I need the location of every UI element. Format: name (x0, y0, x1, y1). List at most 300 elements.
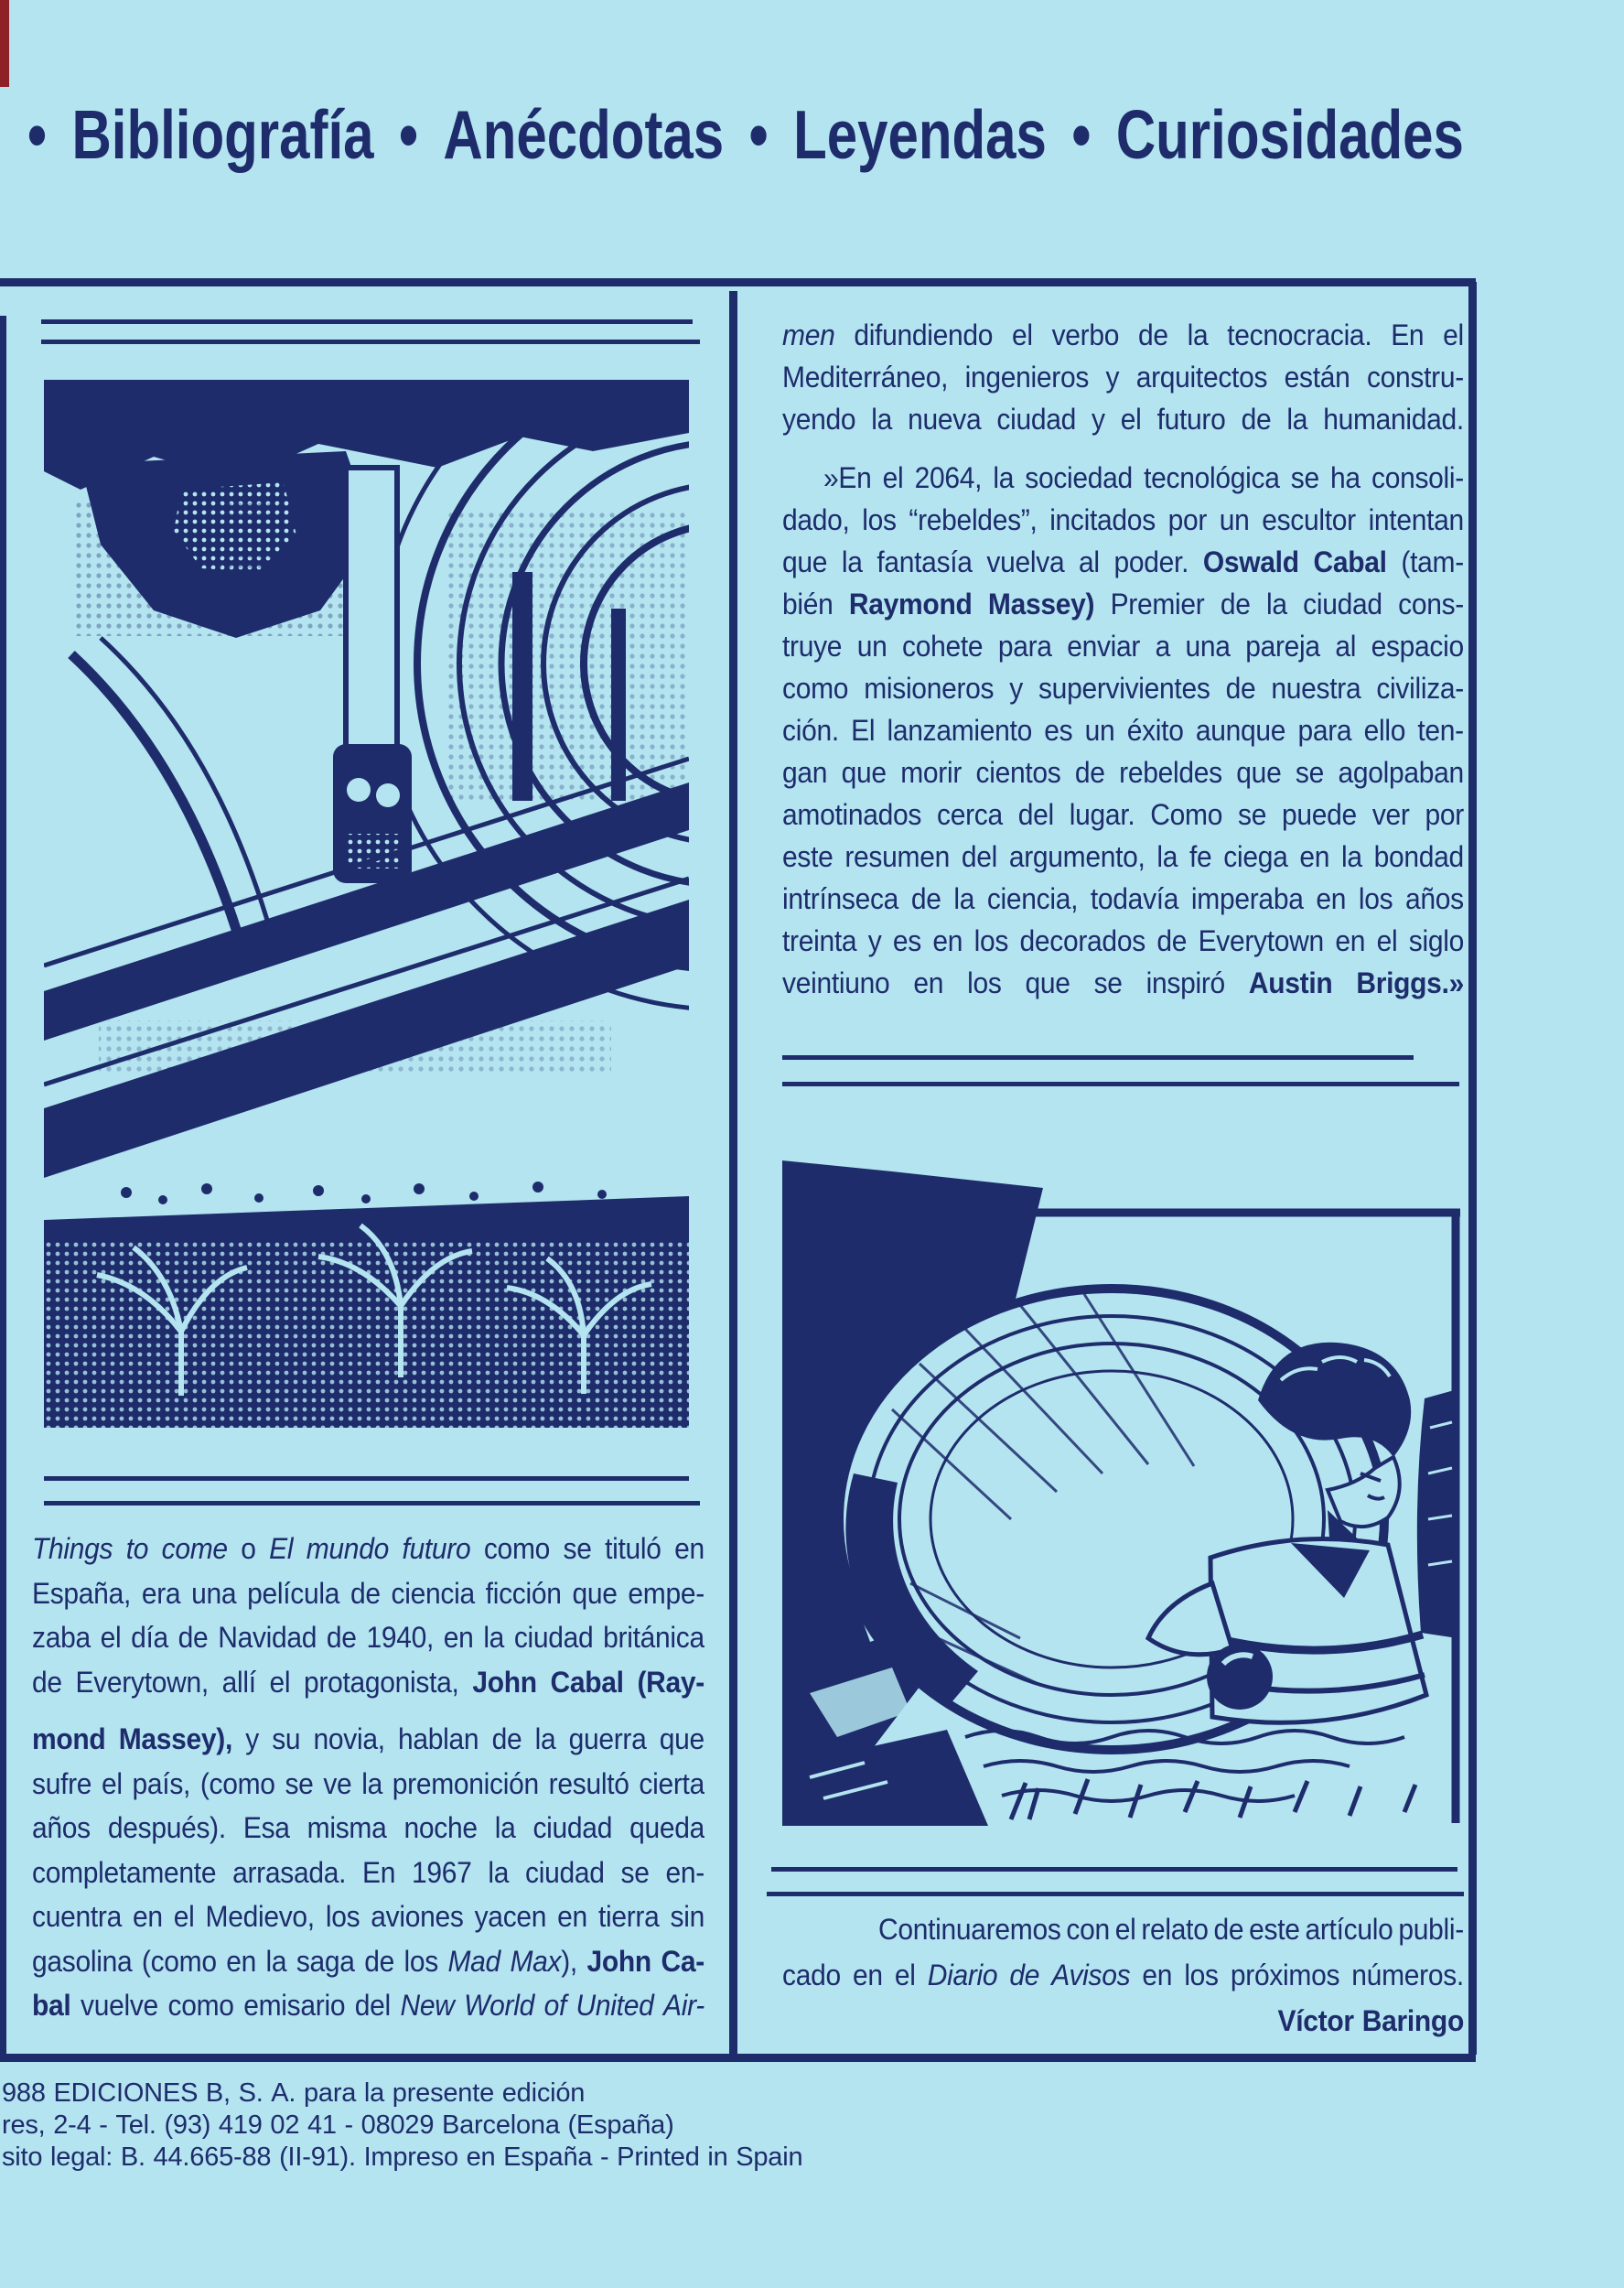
word: números. (1351, 1959, 1464, 1992)
word: que (1236, 757, 1282, 790)
word: en (466, 2142, 496, 2172)
word: la (494, 1812, 516, 1845)
word: una (191, 1577, 237, 1610)
bottom-rule (0, 2054, 1476, 2062)
word: intentan (1368, 504, 1464, 537)
word: Air- (663, 1990, 704, 2023)
text-line (782, 356, 1464, 401)
word: poder. (1113, 546, 1189, 579)
word: B, (205, 2078, 231, 2108)
word: mundo (306, 1533, 389, 1566)
word: Anécdotas (443, 96, 725, 174)
text-line (32, 1659, 704, 1707)
word: artículo (1305, 1914, 1393, 1947)
word: decorados (1019, 925, 1145, 958)
word: el (894, 1959, 916, 1992)
double-rule (44, 1501, 700, 1506)
word: vuelve (81, 1990, 158, 2023)
word: 2-4 (53, 2110, 91, 2140)
word: España, (32, 1577, 131, 1610)
word: británica (603, 1622, 704, 1655)
page-title (27, 96, 1464, 174)
word: fantasía (877, 546, 973, 579)
word: Avisos (1051, 1959, 1131, 1992)
word: futuro (1156, 404, 1226, 437)
word: y (1105, 362, 1120, 394)
word: puede (1281, 799, 1357, 832)
word: en (557, 1901, 587, 1934)
word: la (1156, 841, 1178, 874)
text-line (782, 314, 1464, 359)
comic-panel (782, 1126, 1464, 1826)
word: el (1114, 1914, 1136, 1947)
imprint-footer (2, 2078, 825, 2174)
word: la (871, 404, 893, 437)
word: como (167, 1990, 234, 2023)
word: mond (32, 1723, 106, 1756)
word: es (892, 925, 921, 958)
word: para (1297, 715, 1352, 748)
word: bién (782, 588, 834, 621)
word: España (503, 2142, 593, 2172)
word: Tel. (115, 2110, 156, 2140)
word: un (1084, 715, 1115, 748)
double-rule (782, 1055, 1414, 1060)
word: el (1120, 404, 1142, 437)
word: están (1284, 362, 1350, 394)
word: constru- (1366, 362, 1464, 394)
word: de (177, 1622, 209, 1655)
word: Raymond (848, 588, 973, 621)
word: - (99, 2110, 108, 2140)
word: completamente (32, 1856, 217, 1889)
word: ve (323, 1767, 352, 1800)
word: imperaba (1190, 883, 1304, 916)
text-line (782, 398, 1464, 443)
word: (93) (164, 2110, 211, 2140)
word: de (1074, 757, 1105, 790)
word: para (303, 2078, 357, 2108)
word: se (1290, 462, 1319, 495)
word: emisario (243, 1990, 346, 2023)
word: del (354, 1990, 391, 2023)
word: o (241, 1533, 256, 1566)
word: éxito (1126, 715, 1184, 748)
word: la (953, 883, 975, 916)
word: los (403, 1945, 438, 1978)
word: resumen (844, 841, 950, 874)
word: que (572, 1577, 618, 1610)
word: la (265, 1945, 287, 1978)
word: empe- (628, 1577, 704, 1610)
word: - (600, 2142, 609, 2172)
word: Barcelona (441, 2110, 560, 2140)
text-line (782, 499, 1464, 544)
word: edición (501, 2078, 586, 2108)
word: de (491, 1723, 522, 1756)
word: en (913, 967, 944, 1000)
word: • (748, 96, 769, 174)
word: el (1012, 319, 1033, 352)
word: ello (1363, 715, 1406, 748)
city-photo (44, 380, 689, 1428)
word: cerca (937, 799, 1003, 832)
word: tierra (597, 1901, 660, 1934)
word: cierta (639, 1767, 704, 1800)
double-rule (767, 1892, 1464, 1896)
word: en (674, 1533, 704, 1566)
word: aunque (1195, 715, 1286, 748)
word: EDICIONES (53, 2078, 199, 2108)
word: el (100, 1622, 122, 1655)
word: hablan (398, 1723, 479, 1756)
word: este (782, 841, 834, 874)
text-line (782, 625, 1464, 670)
word: 988 (2, 2078, 46, 2108)
word: ciudad (525, 1856, 605, 1889)
word: Baringo (1361, 2005, 1464, 2038)
word: al (1079, 546, 1100, 579)
word: era (141, 1577, 181, 1610)
word: sito (2, 2142, 43, 2172)
word: United (575, 1990, 654, 2023)
word: novia, (313, 1723, 385, 1756)
right-column-edge-rule (1468, 282, 1477, 2055)
word: al (1335, 631, 1357, 664)
word: la (483, 1622, 505, 1655)
word: en (1316, 883, 1347, 916)
word: to (125, 1533, 149, 1566)
word: nueva (908, 404, 982, 437)
word: arquitectos (1135, 362, 1268, 394)
word: Navidad (218, 1622, 317, 1655)
word: yendo (782, 404, 856, 437)
word: El (269, 1533, 294, 1566)
word: • (1071, 96, 1092, 174)
word: que (841, 757, 887, 790)
word: Curiosidades (1115, 96, 1464, 174)
word: resultó (548, 1767, 629, 1800)
word: nuestra (1271, 673, 1361, 706)
word: Cabal (1313, 546, 1387, 579)
word: Printed (617, 2142, 700, 2172)
word: tituló (605, 1533, 661, 1566)
word: John (586, 1945, 651, 1978)
text-line (782, 793, 1464, 838)
word: pareja (1245, 631, 1320, 664)
word: y (1009, 673, 1023, 706)
word: con (1066, 1914, 1110, 1947)
word: World (464, 1990, 534, 2023)
word: cuentra (32, 1901, 122, 1934)
word: ciudad (1303, 588, 1382, 621)
word: vuelva (986, 546, 1065, 579)
word: treinta (782, 925, 857, 958)
word: veintiuno (782, 967, 890, 1000)
text-line (32, 1894, 704, 1942)
word: el (101, 1767, 123, 1800)
word: en (226, 1945, 257, 1978)
word: de (910, 883, 941, 916)
word: la (534, 1723, 556, 1756)
word: de (1156, 925, 1188, 958)
word: escultor (1262, 504, 1356, 537)
word: incitados (1049, 504, 1156, 537)
word: el (882, 462, 904, 495)
word: los (325, 1901, 360, 1934)
word: New (400, 1990, 455, 2023)
word: (como (141, 1945, 217, 1978)
word: ha (1330, 462, 1361, 495)
text-line (32, 1761, 704, 1808)
word: in (707, 2142, 728, 2172)
word: se (620, 1856, 650, 1889)
word: Diario (927, 1959, 998, 1992)
word: los (862, 504, 897, 537)
word: legal: (50, 2142, 113, 2172)
word: (como (199, 1767, 275, 1800)
text-line (32, 1570, 704, 1618)
text-line (782, 667, 1464, 712)
word: Impreso (363, 2142, 458, 2172)
word: queda (629, 1812, 704, 1845)
word: la (363, 2078, 385, 2108)
word: presente (392, 2078, 495, 2108)
word: este (1249, 1914, 1300, 1947)
word: de (1137, 319, 1168, 352)
word: saga (296, 1945, 355, 1978)
word: misma (307, 1812, 387, 1845)
word: gan (782, 757, 828, 790)
text-line (782, 1998, 1464, 2047)
word: el (1443, 319, 1464, 352)
word: Medievo, (205, 1901, 315, 1934)
right-column-text (782, 316, 1464, 1006)
word: que (1025, 967, 1070, 1000)
text-line (782, 1906, 1464, 1956)
word: S. (238, 2078, 263, 2108)
word: del (1017, 799, 1054, 832)
word: los (1358, 883, 1393, 916)
word: una (1185, 631, 1231, 664)
word: de (1009, 1959, 1040, 1992)
word: arrasada. (232, 1856, 347, 1889)
word: yacen (474, 1901, 547, 1934)
word: Oswald (1202, 546, 1299, 579)
word: ingenieros (964, 362, 1090, 394)
word: intrínseca (782, 883, 899, 916)
word: civiliza- (1376, 673, 1464, 706)
word: el (1376, 925, 1398, 958)
text-line (782, 878, 1464, 923)
word: la (841, 546, 863, 579)
word: Austin (1248, 967, 1333, 1000)
word: 02 (270, 2110, 300, 2140)
word: el (173, 1901, 195, 1934)
word: ciudad (513, 1622, 594, 1655)
double-rule (41, 340, 700, 344)
word: la (1187, 319, 1209, 352)
word: men (782, 319, 835, 352)
text-line (32, 1850, 704, 1897)
word: John (472, 1666, 537, 1699)
word: por (1167, 504, 1208, 537)
word: de (1220, 588, 1251, 621)
word: agolpaban (1338, 757, 1464, 790)
word: Everytown (1198, 925, 1324, 958)
word: los (973, 925, 1009, 958)
word: cado (782, 1959, 841, 1992)
word: bondad (1373, 841, 1464, 874)
word: la (993, 462, 1015, 495)
word: res, (2, 2110, 46, 2140)
word: se (563, 1533, 592, 1566)
text-line (782, 751, 1464, 796)
word: y (867, 925, 882, 958)
word: Como (1150, 799, 1223, 832)
text-line (2, 2078, 825, 2110)
text-line (782, 836, 1464, 880)
word: of (543, 1990, 566, 2023)
word: sufre (32, 1767, 92, 1800)
word: Continuaremos (878, 1914, 1061, 1947)
word: rebeldes (1119, 757, 1222, 790)
word: bal (32, 1990, 71, 2023)
word: siglo (1408, 925, 1464, 958)
text-line (782, 962, 1464, 1007)
word: supervivientes (1038, 673, 1210, 706)
word: difundiendo (854, 319, 994, 352)
word: argumento, (1008, 841, 1145, 874)
word: cons- (1398, 588, 1464, 621)
word: come (161, 1533, 228, 1566)
word: sociedad (1025, 462, 1133, 495)
word: que (659, 1723, 704, 1756)
word: de (364, 1945, 394, 1978)
word: ción. (782, 715, 839, 748)
word: truye (782, 631, 843, 664)
word: Spain (736, 2142, 803, 2172)
word: se (285, 1767, 314, 1800)
word: es (1044, 715, 1073, 748)
word: la (1340, 841, 1362, 874)
word: un (856, 631, 887, 664)
text-line (32, 1527, 704, 1574)
word: tecnocracia. (1227, 319, 1372, 352)
word: ten- (1417, 715, 1464, 748)
word: ciudad (532, 1812, 613, 1845)
text-line (32, 1806, 704, 1853)
word: guerra (568, 1723, 647, 1756)
word: por (1425, 799, 1464, 832)
word: Things (32, 1533, 113, 1566)
word: El (851, 715, 876, 748)
word: años (1405, 883, 1464, 916)
word: Massey), (118, 1723, 233, 1756)
word: ciencia, (986, 883, 1079, 916)
word: (España) (567, 2110, 674, 2140)
word: tecnológica (1144, 462, 1280, 495)
word: dado, (782, 504, 850, 537)
word: su (272, 1723, 301, 1756)
word: después). (107, 1812, 226, 1845)
word: de (326, 1622, 357, 1655)
word: de (1225, 673, 1256, 706)
word: 1940, (366, 1622, 435, 1655)
word: Leyendas (793, 96, 1047, 174)
word: día (131, 1622, 168, 1655)
text-line (2, 2110, 825, 2142)
word: se (1238, 799, 1267, 832)
word: aviones (371, 1901, 464, 1934)
double-rule (44, 1476, 689, 1481)
word: lanzamiento (887, 715, 1032, 748)
word: sin (670, 1901, 704, 1934)
word: del (961, 841, 997, 874)
red-edge-mark (0, 0, 9, 87)
word: - (344, 2110, 353, 2140)
word: (Ray- (637, 1666, 704, 1699)
comic-panel-illustration (782, 1126, 1464, 1826)
word: 419 (218, 2110, 263, 2140)
word: ciudad (996, 404, 1076, 437)
word: y (1092, 404, 1105, 437)
word: un (1219, 504, 1250, 537)
text-line (32, 1983, 704, 2031)
word: años (32, 1812, 91, 1845)
word: 41 (307, 2110, 337, 2140)
text-line (32, 1717, 704, 1765)
column-divider-rule (729, 291, 737, 2055)
text-line (782, 920, 1464, 965)
word: ciega (1223, 841, 1288, 874)
city-photo-illustration (44, 380, 689, 1428)
word: ver (1371, 799, 1410, 832)
text-line (782, 583, 1464, 628)
word: Esa (242, 1812, 290, 1845)
header-rule (0, 278, 1476, 286)
left-column-edge-rule (0, 316, 6, 2055)
text-line (2, 2142, 825, 2174)
word: inspiró (1145, 967, 1225, 1000)
word: protagonista, (304, 1666, 459, 1699)
word: amotinados (782, 799, 922, 832)
word: premonición (392, 1767, 539, 1800)
text-line (782, 541, 1464, 586)
word: la (1266, 588, 1287, 621)
text-line (32, 1615, 704, 1663)
word: de (1241, 404, 1272, 437)
word: y (245, 1723, 259, 1756)
word: como (782, 673, 849, 706)
word: “rebeldes”, (909, 504, 1038, 537)
word: en (132, 1901, 163, 1934)
word: (II-91). (279, 2142, 356, 2172)
word: Everytown, (75, 1666, 209, 1699)
word: país, (132, 1767, 191, 1800)
word: Max), (510, 1945, 577, 1978)
word: ciencia (391, 1577, 475, 1610)
word: Cabal (550, 1666, 624, 1699)
word: la (361, 1767, 382, 1800)
word: morir (900, 757, 963, 790)
word: cohete (902, 631, 984, 664)
word: Bibliografía (71, 96, 374, 174)
word: para (997, 631, 1052, 664)
word: 44.665-88 (153, 2142, 272, 2172)
word: Briggs.» (1356, 967, 1464, 1000)
double-rule (771, 1867, 1457, 1872)
